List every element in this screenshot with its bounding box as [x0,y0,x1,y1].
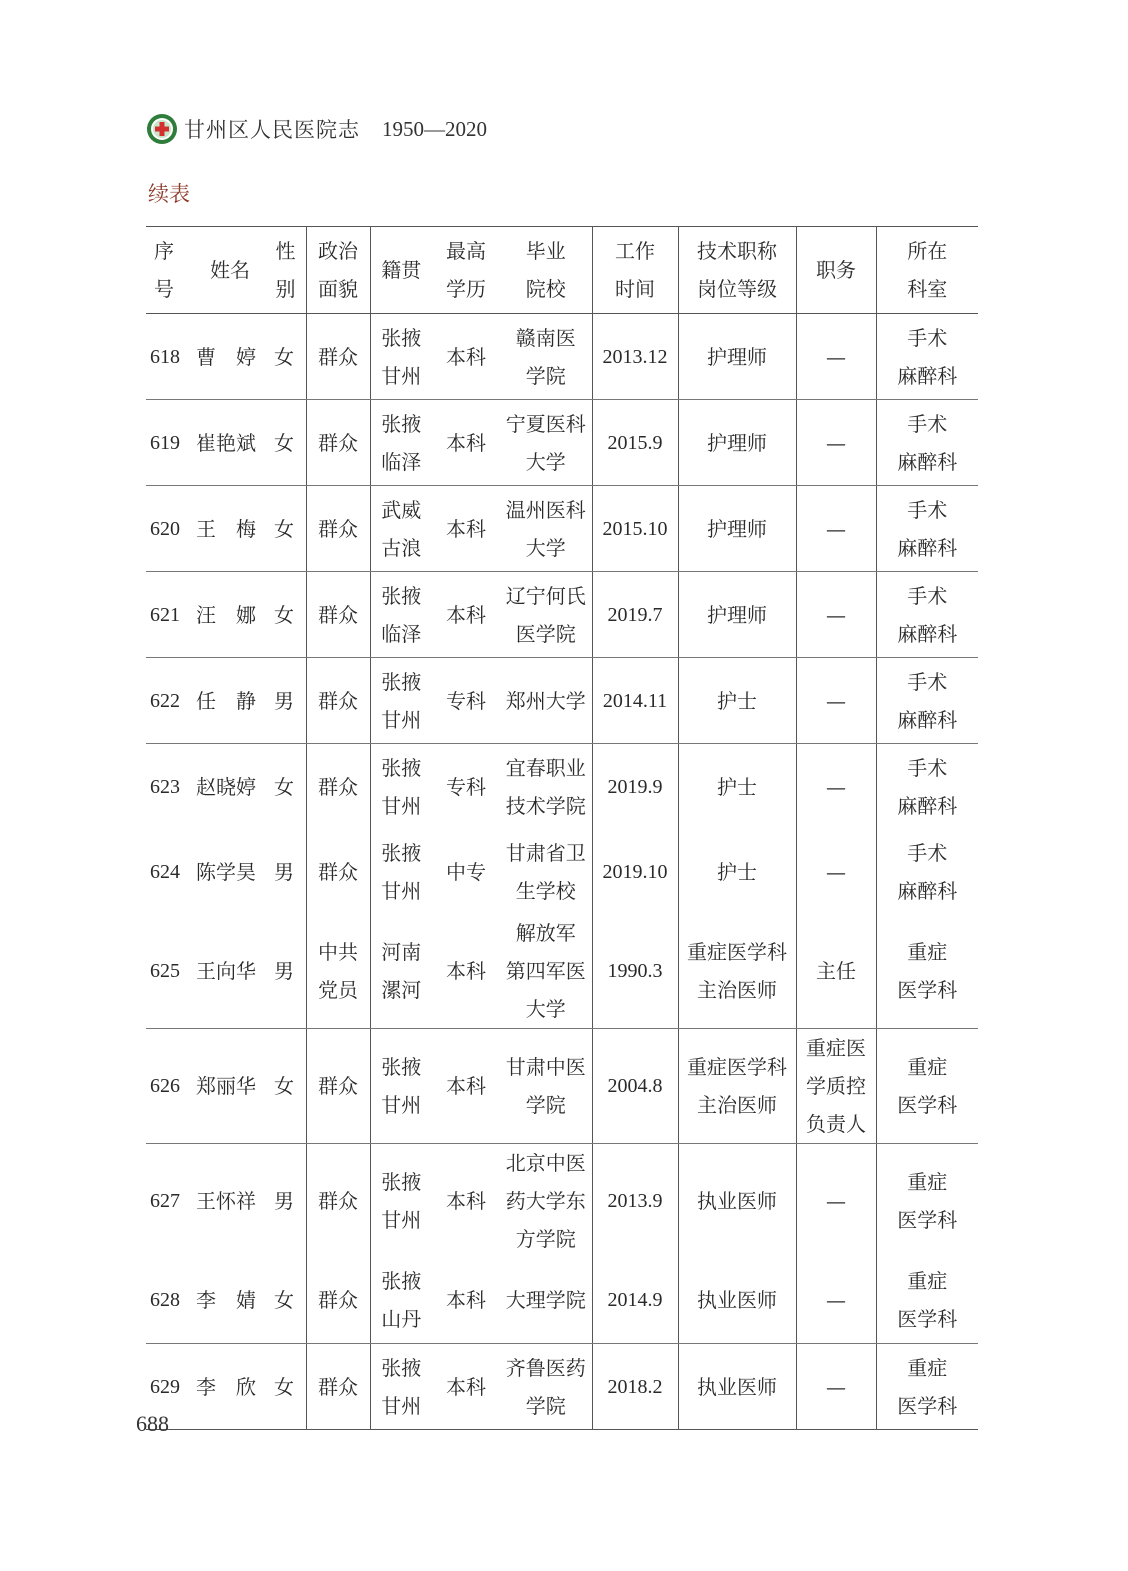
cell-post: — [796,744,876,830]
cell-no: 622 [146,658,190,744]
cell-no: 628 [146,1258,190,1344]
col-header-sex: 性 别 [270,227,306,314]
col-header-school: 毕业 院校 [500,227,592,314]
cell-no: 626 [146,1028,190,1143]
cell-sex: 男 [274,1188,294,1213]
cell-name: 汪 娜 [190,572,270,658]
cell-name: 陈学昊 [196,859,256,884]
table-row [146,658,978,744]
cell-sex: 女 [274,774,294,799]
cell-dept: 手术 麻醉科 [876,658,978,744]
cell-name: 李 婧 [190,1258,270,1344]
table-row [146,744,978,830]
table-header-row [146,227,978,314]
cell-edu: 本科 [432,314,500,400]
cell-dept: 重症 医学科 [876,914,978,1029]
cell-origin: 张掖 临泽 [370,572,432,658]
cell-school: 温州医科 大学 [500,486,592,572]
table-row [146,572,978,658]
cell-dept: 手术 麻醉科 [876,744,978,830]
cell-dept: 手术 麻醉科 [876,314,978,400]
cell-no: 623 [150,775,180,798]
col-header-post: 职务 [796,227,876,314]
cell-sex: 男 [270,658,306,744]
cell-name: 李 欣 [190,1344,270,1430]
col-header-work: 工作 时间 [592,227,678,314]
cell-work-time: 1990.3 [592,914,678,1029]
table-row [146,400,978,486]
cell-party: 群众 [306,314,370,400]
cell-origin: 张掖 甘州 [370,314,432,400]
cell-name: 郑丽华 [190,1028,270,1143]
table-row [146,1143,978,1258]
running-header [146,112,487,146]
cell-no: 625 [146,914,190,1029]
cell-name: 任 静 [190,658,270,744]
cell-post: 重症医 学质控 负责人 [796,1028,876,1143]
cell-title: 护理师 [678,572,796,658]
cell-origin: 张掖 临泽 [370,400,432,486]
cell-title: 护士 [678,830,796,914]
cell-work-time: 2014.9 [592,1258,678,1344]
cell-dept: 手术 麻醉科 [876,400,978,486]
cell-origin: 河南 漯河 [370,914,432,1029]
cell-school: 大理学院 [500,1258,592,1344]
cell-party: 群众 [306,486,370,572]
cell-edu: 本科 [432,1028,500,1143]
cell-dept: 重症 医学科 [876,1028,978,1143]
cell-party: 群众 [306,1344,370,1430]
cell-edu: 专科 [432,658,500,744]
cell-origin: 张掖 甘州 [370,1028,432,1143]
cell-dept: 手术 麻醉科 [876,830,978,914]
cell-post: — [796,1143,876,1258]
cell-origin: 张掖 甘州 [370,744,432,830]
cell-post: — [796,830,876,914]
cell-sex: 女 [270,1028,306,1143]
cell-no: 620 [146,486,190,572]
cell-school: 解放军 第四军医 大学 [500,914,592,1029]
col-header-title: 技术职称 岗位等级 [678,227,796,314]
cell-work-time: 2019.9 [592,744,678,830]
cell-work-time: 2018.2 [592,1344,678,1430]
cell-post: — [796,658,876,744]
cell-edu: 本科 [432,914,500,1029]
hospital-logo-icon [146,113,178,145]
cell-school: 宁夏医科 大学 [500,400,592,486]
cell-name: 曹 婷 [190,314,270,400]
cell-school: 宜春职业 技术学院 [505,755,586,818]
cell-edu: 本科 [432,400,500,486]
cell-title: 护士 [678,658,796,744]
table-row [146,1258,978,1344]
cell-name: 赵晓婷 [196,774,256,799]
cell-school: 甘肃省卫 生学校 [505,840,586,903]
cell-edu: 本科 [432,572,500,658]
cell-no: 624 [150,860,180,883]
cell-no: 618 [146,314,190,400]
cell-work-time: 2013.9 [592,1143,678,1258]
cell-work-time: 2014.11 [592,658,678,744]
cell-sex: 女 [270,1344,306,1430]
continued-label: 续表 [148,182,190,206]
col-header-origin: 籍贯 [370,227,432,314]
cell-edu: 本科 [446,1188,486,1213]
cell-work-time: 2013.12 [592,314,678,400]
cell-work-time: 2004.8 [592,1028,678,1143]
cell-work-time: 2019.10 [592,830,678,914]
cell-school: 齐鲁医药 学院 [500,1344,592,1430]
cell-no: 619 [146,400,190,486]
cell-party: 中共 党员 [306,914,370,1029]
cell-party: 群众 [306,1258,370,1344]
cell-dept: 重症 医学科 [876,1143,978,1258]
col-header-no: 序 号 [146,227,190,314]
cell-sex: 女 [270,572,306,658]
cell-title: 护理师 [678,314,796,400]
cell-party: 群众 [306,1143,370,1258]
cell-work-time: 2015.9 [592,400,678,486]
table-row [146,1344,978,1430]
col-header-party: 政治 面貌 [306,227,370,314]
table-row [146,830,978,914]
cell-post: — [796,314,876,400]
cell-no: 627 [150,1189,180,1212]
cell-name: 王怀祥 [196,1188,256,1213]
cell-title: 重症医学科 主治医师 [678,1028,796,1143]
cell-edu: 专科 [446,774,486,799]
cell-dept: 手术 麻醉科 [876,572,978,658]
book-title: 甘州区人民医院志 [184,118,360,142]
cell-work-time: 2015.10 [592,486,678,572]
cell-no: 629 [146,1344,190,1430]
cell-sex: 男 [274,859,294,884]
cell-name: 王向华 [190,914,270,1029]
cell-school: 郑州大学 [500,658,592,744]
cell-school: 北京中医 药大学东 方学院 [505,1150,586,1251]
table-row [146,1028,978,1143]
book-years: 1950—2020 [382,116,487,141]
cell-origin: 张掖 山丹 [370,1258,432,1344]
cell-name: 崔艳斌 [190,400,270,486]
cell-sex: 女 [270,486,306,572]
cell-school: 甘肃中医 学院 [500,1028,592,1143]
cell-title: 执业医师 [678,1143,796,1258]
col-header-name: 姓名 [190,227,270,314]
cell-sex: 女 [270,1258,306,1344]
cell-school: 辽宁何氏 医学院 [500,572,592,658]
cell-dept: 重症 医学科 [876,1344,978,1430]
cell-title: 重症医学科 主治医师 [678,914,796,1029]
cell-party: 群众 [306,830,370,914]
cell-origin: 张掖 甘州 [370,1344,432,1430]
cell-party: 群众 [306,400,370,486]
cell-post: 主任 [796,914,876,1029]
cell-origin: 武威 古浪 [370,486,432,572]
col-header-edu: 最高 学历 [432,227,500,314]
cell-party: 群众 [306,744,370,830]
cell-title: 护理师 [678,486,796,572]
cell-work-time: 2019.7 [592,572,678,658]
cell-edu: 本科 [432,1344,500,1430]
cell-title: 护士 [678,744,796,830]
cell-edu: 本科 [432,1258,500,1344]
cell-title: 护理师 [678,400,796,486]
cell-sex: 男 [270,914,306,1029]
table-row [146,486,978,572]
cell-title: 执业医师 [678,1258,796,1344]
cell-edu: 本科 [432,486,500,572]
cell-post: — [796,1258,876,1344]
cell-title: 执业医师 [678,1344,796,1430]
cell-party: 群众 [306,1028,370,1143]
cell-post: — [796,1344,876,1430]
cell-post: — [796,486,876,572]
cell-school: 赣南医 学院 [500,314,592,400]
cell-sex: 女 [270,314,306,400]
cell-sex: 女 [270,400,306,486]
staff-table [146,226,978,1430]
cell-party: 群众 [306,572,370,658]
cell-no: 621 [146,572,190,658]
cell-post: — [796,572,876,658]
cell-origin: 张掖 甘州 [370,1143,432,1258]
cell-origin: 张掖 甘州 [370,658,432,744]
cell-dept: 手术 麻醉科 [876,486,978,572]
table-row [146,314,978,400]
cell-party: 群众 [306,658,370,744]
cell-name: 王 梅 [190,486,270,572]
table-row [146,914,978,1029]
cell-dept: 重症 医学科 [876,1258,978,1344]
page-number: 688 [136,1411,169,1436]
cell-origin: 张掖 甘州 [370,830,432,914]
cell-post: — [796,400,876,486]
col-header-dept: 所在 科室 [876,227,978,314]
cell-edu: 中专 [446,859,486,884]
